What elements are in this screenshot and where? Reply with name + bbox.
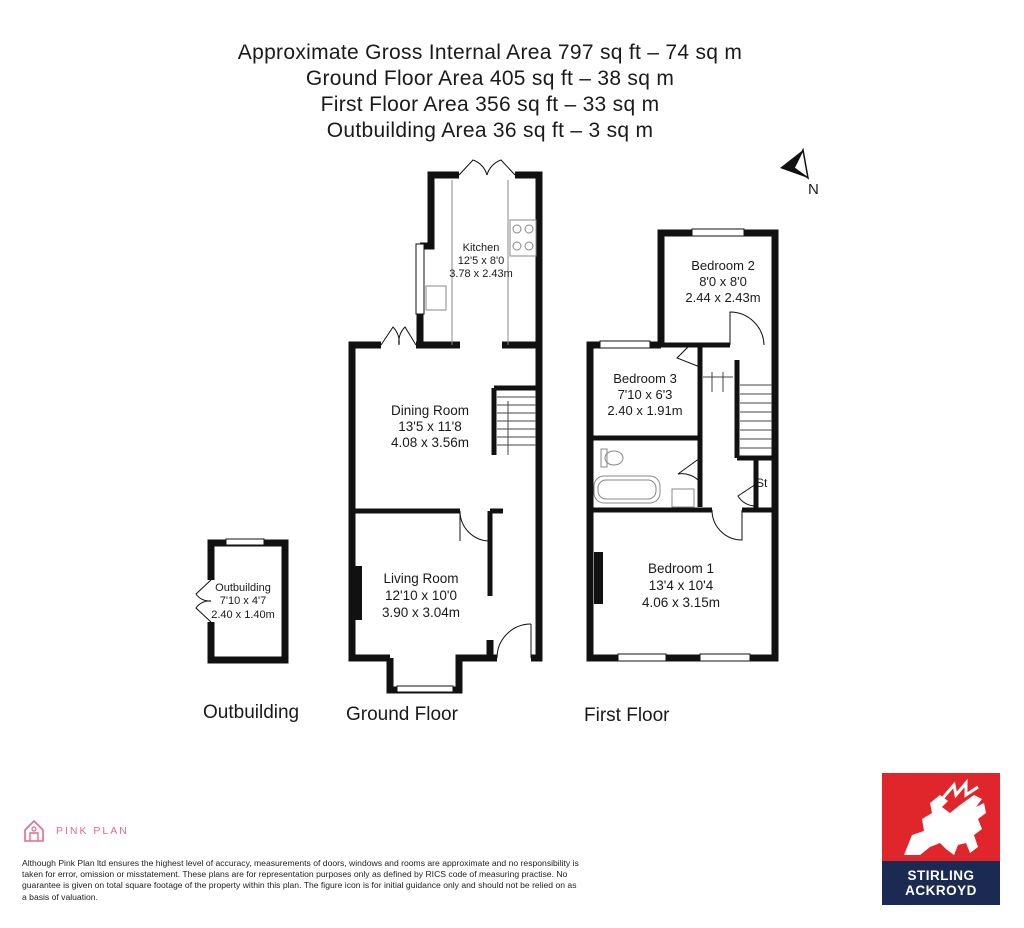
disclaimer-text: Although Pink Plan ltd ensures the highest level of accuracy, measurements of doors, windows and rooms are approximate and no responsibility is taken for error, omission or misstatement. These plans are for representation purposes only as defined by RICS code of measuring practise. No guarantee is given on total square footage of the property within this plan. The figure icon is for initial guidance only and should not be relied on as a basis of valuation.	[22, 858, 579, 902]
ground-windows	[397, 244, 453, 692]
pink-plan-logo	[22, 818, 129, 844]
area-line-ground: Ground Floor Area 405 sq ft – 38 sq m	[305, 67, 675, 90]
room-label-outbuilding	[211, 582, 275, 621]
stirling-ackroyd-logo	[882, 773, 1000, 905]
kitchen-imperial: 12'5 x 8'0	[457, 255, 505, 267]
dining-metric: 4.08 x 3.56m	[390, 435, 470, 450]
kitchen-metric: 3.78 x 2.43m	[449, 268, 513, 280]
bathroom-fittings	[594, 449, 694, 507]
kitchen-name: Kitchen	[462, 242, 500, 254]
outbuilding-imperial: 7'10 x 4'7	[219, 595, 267, 607]
bedroom1-imperial: 13'4 x 10'4	[648, 578, 714, 593]
agent-name-line1: STIRLING	[907, 868, 975, 883]
area-line-first: First Floor Area 356 sq ft – 33 sq m	[320, 93, 660, 116]
room-label-dining	[391, 403, 469, 450]
bedroom2-name: Bedroom 2	[691, 258, 755, 273]
chimney-breast	[594, 552, 603, 604]
bedroom1-name: Bedroom 1	[647, 561, 715, 576]
bedroom2-metric: 2.44 x 2.43m	[685, 290, 761, 305]
pink-plan-brand: PINK PLAN	[56, 825, 129, 837]
bedroom3-metric: 2.40 x 1.91m	[607, 403, 683, 418]
area-line-gross: Approximate Gross Internal Area 797 sq ft – 74 sq m	[237, 41, 743, 64]
outbuilding-name: Outbuilding	[215, 582, 271, 594]
north-compass-icon	[780, 150, 819, 198]
griffin-icon	[882, 773, 1000, 861]
bedroom1-metric: 4.06 x 3.15m	[641, 595, 721, 610]
dining-name: Dining Room	[390, 403, 470, 418]
agent-name-line2: ACKROYD	[905, 883, 977, 898]
room-label-living	[382, 571, 460, 620]
house-logo-icon	[22, 818, 46, 844]
room-label-bedroom3	[607, 371, 682, 418]
ground-stairs	[497, 397, 536, 455]
outbuilding-metric: 2.40 x 1.40m	[211, 609, 275, 621]
logo-navy-panel	[882, 861, 1000, 905]
living-name: Living Room	[383, 571, 459, 586]
fireplace	[354, 566, 362, 620]
first-floor-internal-walls	[590, 345, 775, 510]
living-imperial: 12'10 x 10'0	[385, 588, 457, 603]
logo-red-panel	[882, 773, 1000, 861]
floor-label-ground: Ground Floor	[346, 704, 458, 725]
floor-label-outbuilding: Outbuilding	[203, 702, 300, 723]
room-label-bedroom2	[685, 258, 760, 305]
compass-label: N	[808, 181, 819, 198]
dining-imperial: 13'5 x 11'8	[398, 419, 462, 434]
bedroom3-imperial: 7'10 x 6'3	[617, 387, 673, 402]
bedroom2-imperial: 8'0 x 8'0	[699, 274, 747, 289]
room-label-kitchen	[449, 242, 513, 280]
room-label-bedroom1	[642, 561, 720, 610]
floor-label-first: First Floor	[584, 705, 670, 726]
area-line-outbuilding: Outbuilding Area 36 sq ft – 3 sq m	[326, 119, 654, 142]
living-metric: 3.90 x 3.04m	[381, 605, 461, 620]
bedroom3-name: Bedroom 3	[613, 371, 677, 386]
store-label: St	[756, 476, 768, 490]
